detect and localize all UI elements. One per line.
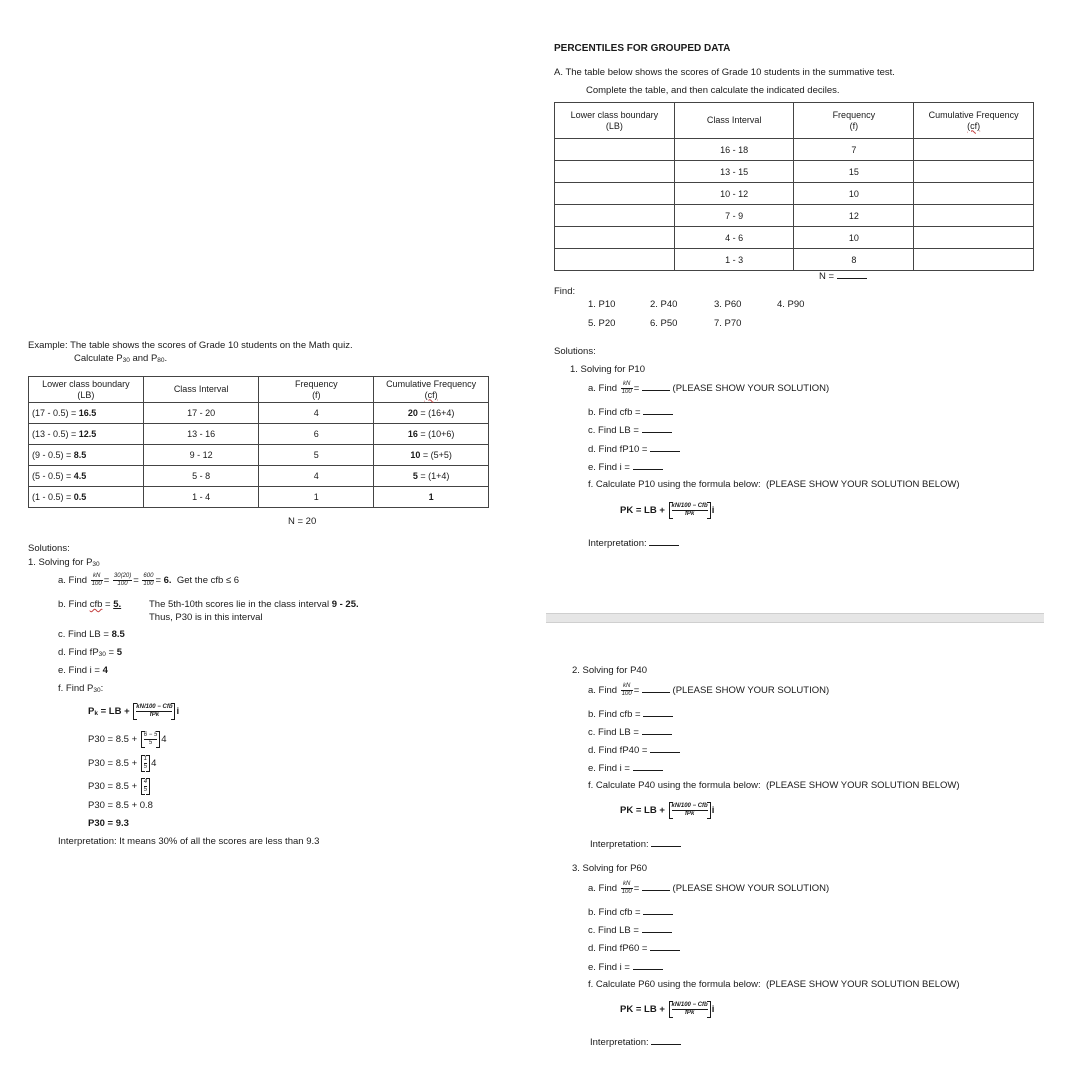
lb-blank[interactable] bbox=[555, 161, 675, 183]
block1-b: b. Find cfb = bbox=[588, 407, 673, 418]
block2-d: d. Find fP40 = bbox=[588, 745, 680, 756]
formula: $P_k$ = LB + kN/100 − Cfb fPk i bbox=[88, 704, 180, 718]
calc-line-4: P30 = 8.5 + 0.8 bbox=[88, 800, 153, 811]
header-lb: Lower class boundary (LB) bbox=[555, 103, 675, 139]
step-b-note1: The 5th-10th scores lie in the class interval 9 - 25. bbox=[149, 599, 359, 610]
block3-formula: PK = LB + kN/100 − Cfb fPk i bbox=[620, 1002, 715, 1016]
example-line1: Example: The table shows the scores of Grade 10 students on the Math quiz. bbox=[28, 340, 353, 351]
lb-blank[interactable] bbox=[555, 139, 675, 161]
block3-e: e. Find i = bbox=[588, 962, 663, 973]
block3-f: f. Calculate P60 using the formula below: (PLEASE SHOW YOUR SOLUTION BELOW) bbox=[588, 979, 960, 990]
table-row: 4 - 6 10 bbox=[555, 227, 1034, 249]
find-item-3: 3. P60 bbox=[714, 299, 742, 310]
table-row: (1 - 0.5) = 0.5 1 - 4 1 1 bbox=[29, 487, 489, 508]
block1-e: e. Find i = bbox=[588, 462, 663, 473]
interpretation: Interpretation: It means 30% of all the scores are less than 9.3 bbox=[58, 836, 320, 847]
instruction-1: A. The table below shows the scores of Grade 10 students in the summative test. bbox=[554, 67, 895, 78]
calc-line-3: P30 = 8.5 + $\frac{4}{5}$ bbox=[88, 778, 151, 795]
step1-title: 1. Solving for $P_{30}$ bbox=[28, 557, 100, 568]
table-row: 13 - 15 15 bbox=[555, 161, 1034, 183]
step-c: c. Find LB = 8.5 bbox=[58, 629, 125, 640]
block1-title: 1. Solving for P10 bbox=[570, 364, 645, 375]
example-line2: Calculate $P_{30}$ and $P_{80}$. bbox=[74, 353, 168, 364]
block3-a: a. Find $\frac{kN}{100}$ = (PLEASE SHOW YOUR SOLUTION) bbox=[588, 881, 830, 895]
step-f: f. Find $P_{30}$: bbox=[58, 683, 104, 694]
header-cf: Cumulative Frequency (cf) bbox=[374, 377, 489, 403]
solutions-label: Solutions: bbox=[28, 543, 70, 554]
block1-c: c. Find LB = bbox=[588, 425, 672, 436]
lb-blank[interactable] bbox=[555, 249, 675, 271]
worksheet-title: PERCENTILES FOR GROUPED DATA bbox=[554, 43, 731, 54]
step-e: e. Find i = 4 bbox=[58, 665, 108, 676]
block1-f: f. Calculate P10 using the formula below: (PLEASE SHOW YOUR SOLUTION BELOW) bbox=[588, 479, 960, 490]
block2-interpretation: Interpretation: bbox=[590, 839, 681, 850]
table-row: (17 - 0.5) = 16.5 17 - 20 4 20 = (16+4) bbox=[29, 403, 489, 424]
block3-d: d. Find fP60 = bbox=[588, 943, 680, 954]
find-item-1: 1. P10 bbox=[588, 299, 616, 310]
cf-blank[interactable] bbox=[914, 227, 1034, 249]
calc-line-1: P30 = 8.5 + $\frac{6 - 5}{5}$ 4 bbox=[88, 732, 167, 746]
block1-formula: PK = LB + kN/100 − Cfb fPk i bbox=[620, 503, 715, 517]
block1-a: a. Find $\frac{kN}{100}$ = (PLEASE SHOW YOUR SOLUTION) bbox=[588, 381, 830, 395]
n-total: N = 20 bbox=[288, 516, 317, 527]
block3-title: 3. Solving for P60 bbox=[572, 863, 647, 874]
block3-interpretation: Interpretation: bbox=[590, 1037, 681, 1048]
find-item-4: 4. P90 bbox=[777, 299, 805, 310]
calc-line-2: P30 = 8.5 + $\frac{1}{5}$ 4 bbox=[88, 756, 157, 770]
example-table bbox=[28, 376, 489, 508]
header-frequency: Frequency (f) bbox=[794, 103, 914, 139]
lb-blank[interactable] bbox=[555, 183, 675, 205]
block2-b: b. Find cfb = bbox=[588, 709, 673, 720]
header-lb: Lower class boundary (LB) bbox=[29, 377, 144, 403]
block2-c: c. Find LB = bbox=[588, 727, 672, 738]
header-cf: Cumulative Frequency (cf) bbox=[914, 103, 1034, 139]
instruction-2: Complete the table, and then calculate the indicated deciles. bbox=[586, 85, 840, 96]
block3-b: b. Find cfb = bbox=[588, 907, 673, 918]
find-item-2: 2. P40 bbox=[650, 299, 678, 310]
block1-d: d. Find fP10 = bbox=[588, 444, 680, 455]
header-interval: Class Interval bbox=[143, 377, 259, 403]
step-a: a. Find $\frac{kN}{100}$ = $\frac{30(20)}{100}$ = $\frac{600}{100}$ = 6. Get the cfb ≤ 6 bbox=[58, 573, 240, 587]
find-item-5: 5. P20 bbox=[588, 318, 616, 329]
step-b-note2: Thus, P30 is in this interval bbox=[149, 612, 263, 623]
block2-e: e. Find i = bbox=[588, 763, 663, 774]
block1-interpretation: Interpretation: bbox=[588, 538, 679, 549]
page-divider bbox=[546, 613, 1044, 623]
table-row: (9 - 0.5) = 8.5 9 - 12 5 10 = (5+5) bbox=[29, 445, 489, 466]
table-row: (5 - 0.5) = 4.5 5 - 8 4 5 = (1+4) bbox=[29, 466, 489, 487]
calc-line-5: P30 = 9.3 bbox=[88, 818, 129, 829]
table-row: 1 - 3 8 bbox=[555, 249, 1034, 271]
find-item-7: 7. P70 bbox=[714, 318, 742, 329]
cf-blank[interactable] bbox=[914, 139, 1034, 161]
table-row: 16 - 18 7 bbox=[555, 139, 1034, 161]
lb-blank[interactable] bbox=[555, 205, 675, 227]
step-d: d. Find $fP_{30} = 5$ bbox=[58, 647, 123, 658]
table-row: 7 - 9 12 bbox=[555, 205, 1034, 227]
table-row: (13 - 0.5) = 12.5 13 - 16 6 16 = (10+6) bbox=[29, 424, 489, 445]
block2-title: 2. Solving for P40 bbox=[572, 665, 647, 676]
header-frequency: Frequency (f) bbox=[259, 377, 374, 403]
cf-blank[interactable] bbox=[914, 249, 1034, 271]
block2-formula: PK = LB + kN/100 − Cfb fPk i bbox=[620, 803, 715, 817]
table-row: 10 - 12 10 bbox=[555, 183, 1034, 205]
block3-c: c. Find LB = bbox=[588, 925, 672, 936]
lb-blank[interactable] bbox=[555, 227, 675, 249]
worksheet-table bbox=[554, 102, 1034, 271]
find-item-6: 6. P50 bbox=[650, 318, 678, 329]
find-label: Find: bbox=[554, 286, 576, 297]
header-interval: Class Interval bbox=[674, 103, 794, 139]
cf-blank[interactable] bbox=[914, 161, 1034, 183]
cf-blank[interactable] bbox=[914, 183, 1034, 205]
step-b: b. Find cfb = 5. bbox=[58, 599, 122, 610]
n-label: N = bbox=[819, 271, 867, 282]
block2-a: a. Find $\frac{kN}{100}$ = (PLEASE SHOW YOUR SOLUTION) bbox=[588, 683, 830, 697]
solutions-label-right: Solutions: bbox=[554, 346, 596, 357]
cf-blank[interactable] bbox=[914, 205, 1034, 227]
block2-f: f. Calculate P40 using the formula below: (PLEASE SHOW YOUR SOLUTION BELOW) bbox=[588, 780, 960, 791]
